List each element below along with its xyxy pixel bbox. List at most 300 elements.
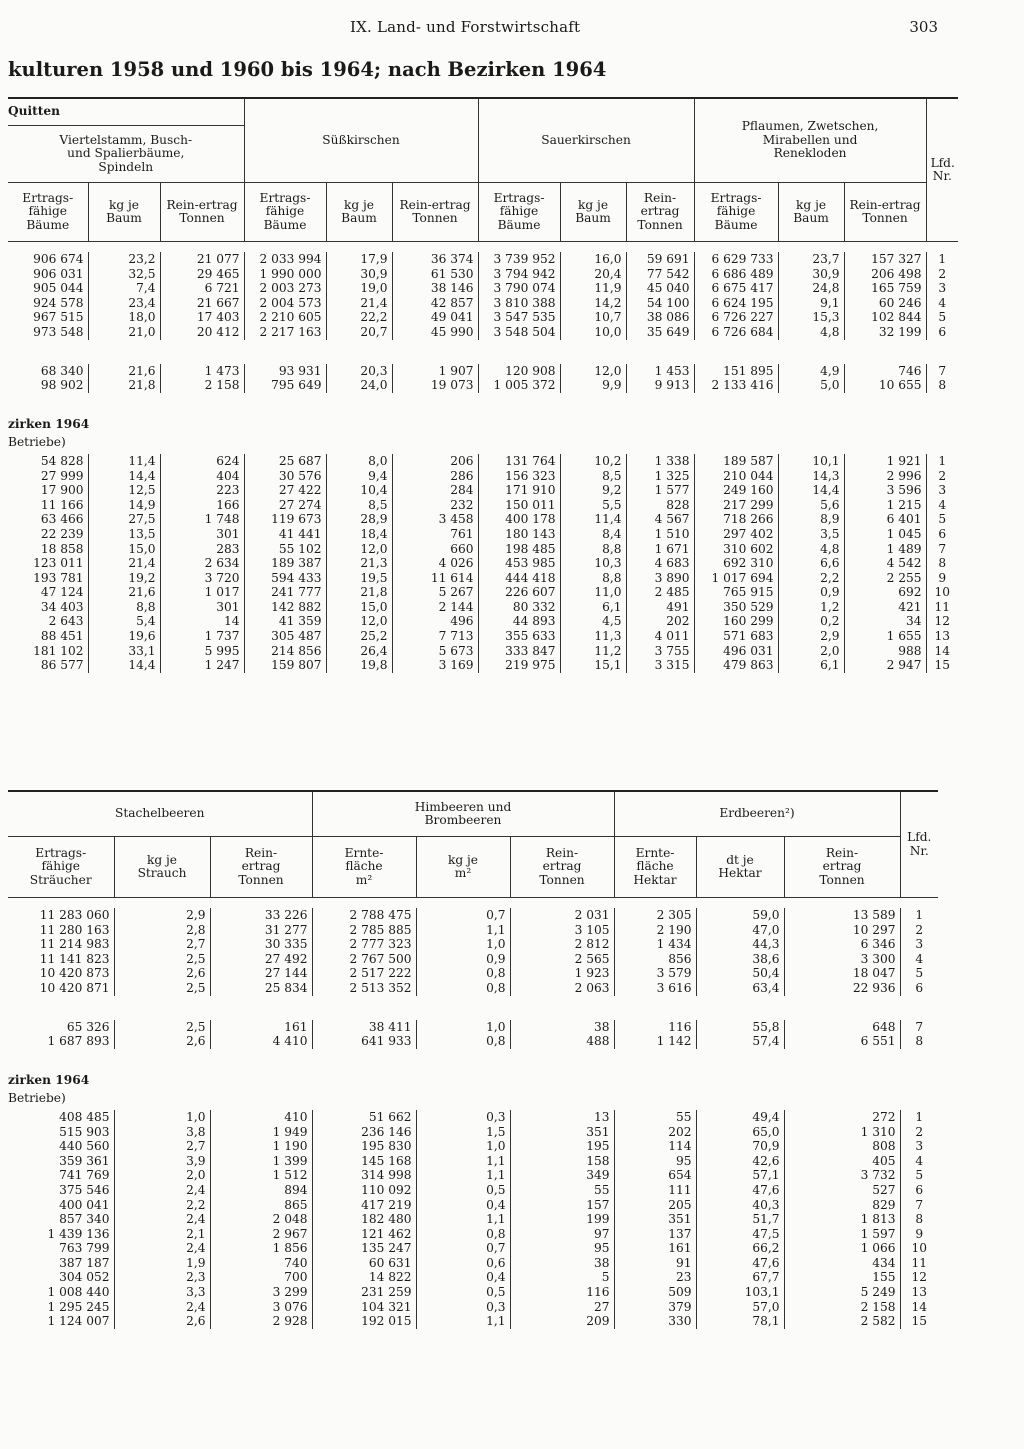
data-cell: 21 077 [160,252,244,267]
data-cell: 434 [784,1256,900,1271]
data-cell: 2 777 323 [312,937,416,952]
group-header-row [8,98,958,126]
section-bezirke: zirken 1964 [8,416,90,431]
data-cell: 19,6 [88,629,160,644]
data-cell: 8,4 [560,527,626,542]
data-cell: 61 530 [392,267,478,282]
data-cell: 123 011 [33,556,84,571]
data-cell: 1 748 [160,512,244,527]
data-cell: 34 [844,614,926,629]
data-cell: 330 [614,1314,696,1329]
data-cell: 57,0 [696,1300,784,1315]
data-cell: 102 844 [844,310,926,325]
group-himbeeren: Himbeeren und Brombeeren [312,791,614,837]
data-cell: 924 578 [33,295,84,310]
data-cell: 17 900 [40,483,84,498]
data-cell: 8,8 [88,600,160,615]
data-cell: 8,8 [560,542,626,557]
data-cell: 894 [210,1183,312,1198]
data-cell: 67,7 [696,1270,784,1285]
data-cell: 440 560 [59,1139,110,1154]
data-cell: 1 597 [784,1227,900,1242]
groups-block [8,996,938,1049]
data-cell: 2 582 [784,1314,900,1329]
data-cell: 110 092 [312,1183,416,1198]
data-cell: 199 [510,1212,614,1227]
data-cell: 3 596 [844,483,926,498]
data-cell: 13 [510,1110,614,1125]
data-cell: 226 607 [478,585,560,600]
data-cell: 4,5 [560,614,626,629]
data-cell: 301 [160,600,244,615]
data-cell: 9,9 [560,378,626,393]
data-cell: 648 [784,1020,900,1035]
data-cell: 660 [392,542,478,557]
data-cell: 741 769 [59,1168,110,1183]
data-cell: 1,5 [416,1125,510,1140]
data-cell: 453 985 [478,556,560,571]
data-cell: 6 624 195 [694,296,778,311]
data-cell: 1 325 [626,469,694,484]
years-block [8,898,938,996]
data-cell: 12,0 [560,364,626,379]
data-cell: 42 857 [392,296,478,311]
data-cell: 18,0 [88,310,160,325]
data-cell: 47,6 [696,1256,784,1271]
data-cell: 180 143 [478,527,560,542]
data-cell: 1 247 [160,658,244,673]
data-cell: 2 033 994 [244,252,326,267]
data-cell: 32 199 [844,325,926,340]
data-cell: 0,4 [416,1198,510,1213]
data-cell: 0,2 [778,614,844,629]
data-cell: 11,4 [560,512,626,527]
lfd-nr-cell: 5 [926,512,958,527]
data-cell: 2,4 [114,1212,210,1227]
table-row [8,937,938,952]
data-cell: 2 048 [210,1212,312,1227]
data-cell: 20,3 [326,364,392,379]
data-cell: 2,9 [778,629,844,644]
data-cell: 51,7 [696,1212,784,1227]
table-row [8,658,958,673]
data-cell: 1,0 [114,1110,210,1125]
col-reinertrag: Rein-ertrag Tonnen [626,183,694,242]
col-baeume: Ertrags-fähige Bäume [694,183,778,242]
data-cell: 1 005 372 [478,378,560,393]
data-cell: 3 720 [160,571,244,586]
data-cell: 160 299 [694,614,778,629]
data-cell: 116 [510,1285,614,1300]
col-straeucher: Ertrags-fähige Sträucher [29,845,92,887]
data-cell: 1,0 [416,1020,510,1035]
data-cell: 2,5 [114,981,210,996]
lfd-nr-header: Lfd. Nr. [926,98,958,242]
lfd-nr-cell: 12 [926,614,958,629]
data-cell: 16,0 [560,252,626,267]
lfd-nr-cell: 3 [926,281,958,296]
data-cell: 6,1 [778,658,844,673]
data-cell: 249 160 [694,483,778,498]
data-cell: 11 141 823 [39,951,110,966]
data-cell: 19,8 [326,658,392,673]
data-cell: 2,8 [114,923,210,938]
lfd-nr-cell: 3 [900,1139,938,1154]
lfd-nr-cell: 1 [926,454,958,469]
data-cell: 3,8 [114,1125,210,1140]
data-cell: 121 462 [312,1227,416,1242]
lfd-nr-cell: 4 [926,296,958,311]
lfd-nr-cell: 7 [900,1198,938,1213]
table-row [8,1227,938,1242]
data-cell: 68 340 [40,363,84,378]
data-cell: 2,3 [114,1270,210,1285]
data-cell: 0,7 [416,1241,510,1256]
col-reinertrag: Rein-ertrag Tonnen [160,183,244,242]
data-cell: 12,0 [326,542,392,557]
group-quitten: Quitten [8,98,244,126]
col-kg-m2: kg je m² [416,837,510,898]
data-cell: 1 990 000 [244,267,326,282]
data-cell: 55,8 [696,1020,784,1035]
data-cell: 3 890 [626,571,694,586]
table-row [8,644,958,659]
data-cell: 21,4 [326,296,392,311]
data-cell: 0,7 [416,908,510,923]
col-reinertrag: Rein-ertrag Tonnen [210,837,312,898]
data-cell: 5 673 [392,644,478,659]
data-cell: 50,4 [696,966,784,981]
data-cell: 78,1 [696,1314,784,1329]
data-cell: 156 323 [478,469,560,484]
data-cell: 80 332 [478,600,560,615]
data-cell: 11,9 [560,281,626,296]
data-cell: 157 327 [844,252,926,267]
data-cell: 21,6 [88,364,160,379]
data-cell: 594 433 [244,571,326,586]
data-cell: 10 420 871 [39,980,110,995]
data-cell: 2,4 [114,1300,210,1315]
col-reinertrag: Rein-ertrag Tonnen [392,183,478,242]
data-cell: 8,5 [326,498,392,513]
table-row [8,1110,938,1125]
data-cell: 284 [392,483,478,498]
data-cell: 2 217 163 [244,325,326,340]
data-cell: 27 274 [244,498,326,513]
col-reinertrag: Rein-ertrag Tonnen [844,183,926,242]
data-cell: 6 346 [784,937,900,952]
data-cell: 349 [510,1168,614,1183]
data-cell: 0,3 [416,1110,510,1125]
table-row [8,512,958,527]
data-cell: 3 105 [510,923,614,938]
data-cell: 2 063 [510,981,614,996]
data-cell: 5,5 [560,498,626,513]
data-cell: 973 548 [33,324,84,339]
data-cell: 0,4 [416,1270,510,1285]
data-cell: 38 411 [312,1020,416,1035]
data-cell: 1 008 440 [47,1285,110,1300]
data-cell: 3 315 [626,658,694,673]
data-cell: 14,4 [88,658,160,673]
data-cell: 3 579 [614,966,696,981]
data-cell: 18,4 [326,527,392,542]
data-cell: 86 577 [40,658,84,673]
data-cell: 21,0 [88,325,160,340]
data-cell: 15,3 [778,310,844,325]
column-header-row [8,837,938,898]
section-betriebe: Betriebe) [8,435,66,450]
lfd-nr-cell: 2 [926,267,958,282]
data-cell: 45 040 [626,281,694,296]
data-cell: 91 [614,1256,696,1271]
group-stachelbeeren: Stachelbeeren [115,806,205,821]
data-cell: 491 [626,600,694,615]
data-cell: 155 [784,1270,900,1285]
lfd-nr-cell: 8 [900,1034,938,1049]
data-cell: 232 [392,498,478,513]
data-cell: 158 [510,1154,614,1169]
data-cell: 206 498 [844,267,926,282]
data-cell: 2 634 [160,556,244,571]
lfd-nr-cell: 14 [900,1300,938,1315]
data-cell: 2,5 [114,952,210,967]
data-cell: 65 326 [66,1019,110,1034]
table-row [8,614,958,629]
data-cell: 19,0 [326,281,392,296]
data-cell: 10,3 [560,556,626,571]
data-cell: 22 239 [40,526,84,541]
data-cell: 2 255 [844,571,926,586]
data-cell: 379 [614,1300,696,1315]
data-cell: 104 321 [312,1300,416,1315]
data-cell: 25,2 [326,629,392,644]
table-row [8,1314,938,1329]
data-cell: 404 [160,469,244,484]
column-header-row [8,183,958,242]
data-cell: 2 643 [48,614,84,629]
data-cell: 14,2 [560,296,626,311]
data-cell: 10,4 [326,483,392,498]
table-row [8,1241,938,1256]
data-cell: 2 190 [614,923,696,938]
data-cell: 44,3 [696,937,784,952]
col-baeume: Ertrags-fähige Bäume [22,190,74,232]
table-row [8,923,938,938]
table-row [8,1212,938,1227]
data-cell: 856 [614,952,696,967]
data-cell: 421 [844,600,926,615]
data-cell: 0,8 [416,966,510,981]
data-cell: 2 305 [614,908,696,923]
data-cell: 692 [844,585,926,600]
col-reinertrag: Rein-ertrag Tonnen [510,837,614,898]
data-cell: 171 910 [478,483,560,498]
data-cell: 2,6 [114,1034,210,1049]
data-cell: 333 847 [478,644,560,659]
data-cell: 54 828 [40,453,84,468]
data-cell: 740 [210,1256,312,1271]
table-row [8,1139,938,1154]
data-cell: 11 166 [40,497,84,512]
data-cell: 119 673 [244,512,326,527]
data-cell: 13 589 [784,908,900,923]
table-row [8,952,938,967]
data-cell: 0,5 [416,1183,510,1198]
data-cell: 21,4 [88,556,160,571]
data-cell: 19,2 [88,571,160,586]
data-cell: 1 399 [210,1154,312,1169]
data-cell: 182 480 [312,1212,416,1227]
table-row [8,966,938,981]
data-cell: 7,4 [88,281,160,296]
data-cell: 10 420 873 [39,966,110,981]
data-cell: 181 102 [33,643,84,658]
data-cell: 988 [844,644,926,659]
data-cell: 350 529 [694,600,778,615]
data-cell: 2 812 [510,937,614,952]
data-cell: 95 [614,1154,696,1169]
data-cell: 1 434 [614,937,696,952]
data-cell: 5,4 [88,614,160,629]
data-cell: 15,0 [326,600,392,615]
data-cell: 1,2 [778,600,844,615]
table-row [8,454,958,469]
data-cell: 6 675 417 [694,281,778,296]
lfd-nr-cell: 15 [926,658,958,673]
table-row [8,469,958,484]
data-cell: 27 [510,1300,614,1315]
data-cell: 38,6 [696,952,784,967]
data-cell: 1 338 [626,454,694,469]
data-cell: 223 [160,483,244,498]
data-cell: 14,9 [88,498,160,513]
data-cell: 14 [160,614,244,629]
data-cell: 27 422 [244,483,326,498]
data-cell: 55 [510,1183,614,1198]
data-cell: 1 923 [510,966,614,981]
data-cell: 4 011 [626,629,694,644]
data-cell: 214 856 [244,644,326,659]
data-cell: 2,7 [114,937,210,952]
col-kg-baum: kg je Baum [778,183,844,242]
data-cell: 29 465 [160,267,244,282]
page-number: 303 [909,18,938,36]
section-bezirke: zirken 1964 [8,1072,90,1087]
data-cell: 4 542 [844,556,926,571]
data-cell: 95 [510,1241,614,1256]
table-row [8,267,958,282]
data-cell: 5,6 [778,498,844,513]
data-cell: 35 649 [626,325,694,340]
data-cell: 3 790 074 [478,281,560,296]
data-cell: 2,2 [114,1198,210,1213]
lfd-nr-cell: 10 [900,1241,938,1256]
data-cell: 2,4 [114,1241,210,1256]
table-row [8,542,958,557]
table-row [8,483,958,498]
data-cell: 310 602 [694,542,778,557]
groups-block [8,340,958,393]
data-cell: 1,1 [416,1314,510,1329]
data-cell: 2,6 [114,1314,210,1329]
data-cell: 6 721 [160,281,244,296]
data-cell: 3,9 [114,1154,210,1169]
data-cell: 4,8 [778,325,844,340]
data-cell: 10 297 [784,923,900,938]
section-betriebe: Betriebe) [8,1091,66,1106]
data-cell: 189 587 [694,454,778,469]
data-cell: 829 [784,1198,900,1213]
section-heading-block [8,1049,938,1106]
data-cell: 1,9 [114,1256,210,1271]
data-cell: 1 813 [784,1212,900,1227]
lfd-nr-cell: 6 [926,527,958,542]
data-cell: 0,3 [416,1300,510,1315]
data-cell: 66,2 [696,1241,784,1256]
lfd-nr-cell: 4 [900,952,938,967]
data-cell: 28,9 [326,512,392,527]
data-cell: 6 401 [844,512,926,527]
fruit-table-trees [8,97,958,673]
table-row [8,556,958,571]
data-cell: 417 219 [312,1198,416,1213]
data-cell: 2 485 [626,585,694,600]
col-dt-hektar: dt je Hektar [696,837,784,898]
districts-block [8,450,958,673]
data-cell: 18 858 [40,541,84,556]
lfd-nr-cell: 7 [926,542,958,557]
page-title: kulturen 1958 und 1960 bis 1964; nach Bezirken 1964 [8,58,607,81]
data-cell: 6,1 [560,600,626,615]
data-cell: 400 041 [59,1197,110,1212]
data-cell: 0,6 [416,1256,510,1271]
data-cell: 1,1 [416,1154,510,1169]
data-cell: 1 439 136 [47,1226,110,1241]
data-cell: 44 893 [478,614,560,629]
lfd-nr-cell: 13 [926,629,958,644]
data-cell: 1 045 [844,527,926,542]
data-cell: 30 576 [244,469,326,484]
data-cell: 2,5 [114,1020,210,1035]
data-cell: 159 807 [244,658,326,673]
data-cell: 111 [614,1183,696,1198]
data-cell: 131 764 [478,454,560,469]
data-cell: 4 683 [626,556,694,571]
data-cell: 1,1 [416,1168,510,1183]
data-cell: 47,0 [696,923,784,938]
data-cell: 15,0 [88,542,160,557]
data-cell: 9,2 [560,483,626,498]
data-cell: 1 687 893 [47,1034,110,1049]
data-cell: 236 146 [312,1125,416,1140]
data-cell: 906 031 [33,266,84,281]
data-cell: 23 [614,1270,696,1285]
data-cell: 351 [510,1125,614,1140]
data-cell: 137 [614,1227,696,1242]
data-cell: 1 066 [784,1241,900,1256]
data-cell: 967 515 [33,310,84,325]
data-cell: 206 [392,454,478,469]
data-cell: 857 340 [59,1212,110,1227]
col-reinertrag: Rein-ertrag Tonnen [784,837,900,898]
data-cell: 10 655 [844,378,926,393]
data-cell: 36 374 [392,252,478,267]
lfd-nr-cell: 6 [926,325,958,340]
data-cell: 55 102 [244,542,326,557]
data-cell: 60 246 [844,296,926,311]
lfd-nr-cell: 5 [900,1168,938,1183]
